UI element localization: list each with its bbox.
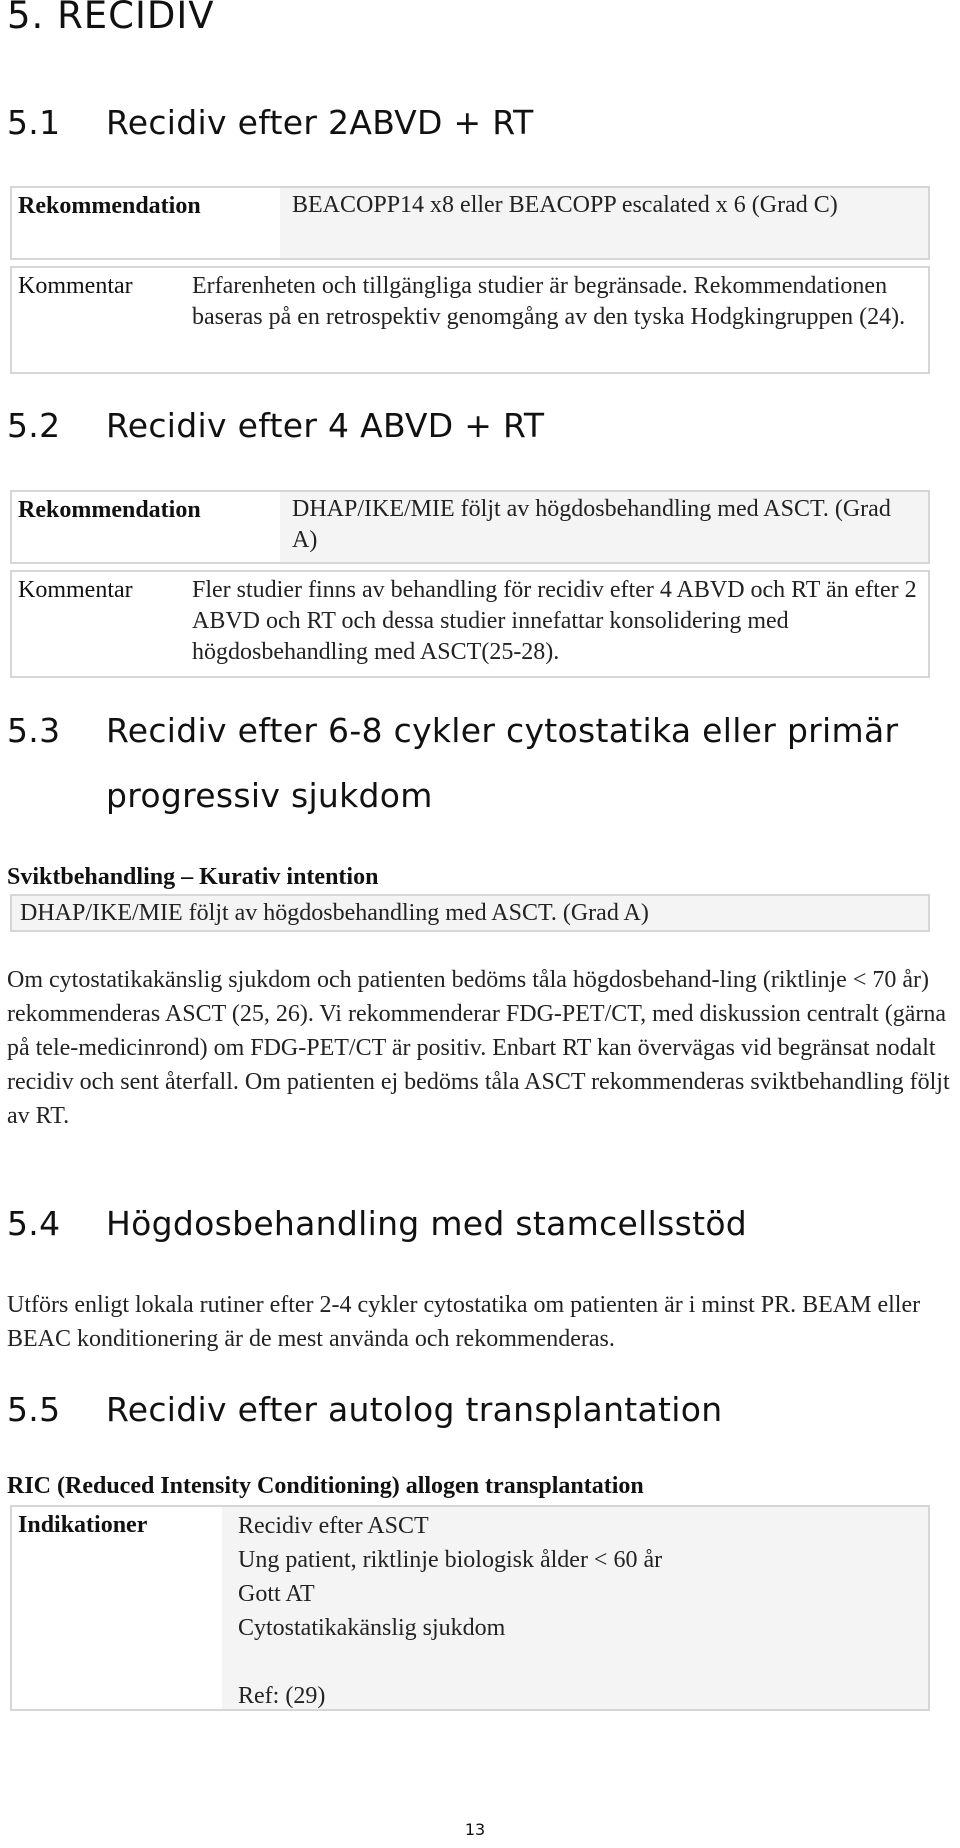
section-heading-5-4 xyxy=(7,1204,747,1243)
section-title: Recidiv efter autolog transplantation xyxy=(106,1390,723,1429)
indication-item: Gott AT xyxy=(238,1581,315,1607)
section-number: 5.1 xyxy=(7,103,61,142)
section-heading-5-3 xyxy=(7,711,898,750)
comment-label: Kommentar xyxy=(18,577,133,603)
section-title: Recidiv efter 4 ABVD + RT xyxy=(106,406,545,445)
treatment-text: DHAP/IKE/MIE följt av högdosbehandling med ASCT. (Grad A) xyxy=(12,896,928,930)
section-title: Recidiv efter 6-8 cykler cytostatika eller primär xyxy=(106,711,899,750)
section-heading-5-2 xyxy=(7,406,544,445)
sub-heading: Sviktbehandling – Kurativ intention xyxy=(7,864,379,890)
page-number: 13 xyxy=(464,1820,486,1839)
treatment-box xyxy=(10,894,930,932)
recommendation-box xyxy=(10,186,930,260)
section-title: Recidiv efter 2ABVD + RT xyxy=(106,103,534,142)
indication-item: Ung patient, riktlinje biologisk ålder < 60 år xyxy=(238,1547,663,1573)
comment-value: Erfarenheten och tillgängliga studier är begränsade. Rekommendationen baseras på en retrospektiv genomgång av den tyska Hodgkingruppen (24). xyxy=(192,273,906,330)
chapter-title: 5. RECIDIV xyxy=(7,0,215,37)
comment-label: Kommentar xyxy=(18,273,133,299)
recommendation-label: Rekommendation xyxy=(18,193,201,219)
indication-label: Indikationer xyxy=(18,1512,148,1538)
section-heading-5-5 xyxy=(7,1390,722,1429)
recommendation-label: Rekommendation xyxy=(18,497,201,523)
indication-box xyxy=(10,1505,930,1711)
indication-list xyxy=(222,1507,928,1709)
reference: Ref: (29) xyxy=(238,1683,326,1709)
section-title-continued: progressiv sjukdom xyxy=(106,776,433,815)
paragraph: Om cytostatikakänslig sjukdom och patienten bedöms tåla högdosbehand-ling (riktlinje < 70 år) rekommenderas ASCT (25, 26). Vi rekommenderar FDG-PET/CT, med diskussion centralt (gärna på tele-medicinrond) om FDG-PET/CT är positiv. Enbart RT kan övervägas vid begränsat nodalt recidiv och sent återfall. Om patienten ej bedöms tåla ASCT rekommenderas sviktbehandling följt av RT. xyxy=(7,967,950,1129)
sub-heading: RIC (Reduced Intensity Conditioning) allogen transplantation xyxy=(7,1473,644,1499)
section-heading-5-1 xyxy=(7,103,534,142)
recommendation-box xyxy=(10,490,930,564)
section-number: 5.3 xyxy=(7,711,61,750)
recommendation-value: DHAP/IKE/MIE följt av högdosbehandling med ASCT. (Grad A) xyxy=(280,492,928,562)
indication-item: Cytostatikakänslig sjukdom xyxy=(238,1615,506,1641)
comment-value: Fler studier finns av behandling för recidiv efter 4 ABVD och RT än efter 2 ABVD och RT och dessa studier innefattar konsolidering med högdosbehandling med ASCT(25-28). xyxy=(192,577,917,665)
indication-item: Recidiv efter ASCT xyxy=(238,1513,429,1539)
section-title: Högdosbehandling med stamcellsstöd xyxy=(106,1204,748,1243)
section-number: 5.4 xyxy=(7,1204,61,1243)
section-number: 5.2 xyxy=(7,406,61,445)
comment-box xyxy=(10,266,930,374)
recommendation-value: BEACOPP14 x8 eller BEACOPP escalated x 6 (Grad C) xyxy=(280,188,928,258)
comment-box xyxy=(10,570,930,678)
section-number: 5.5 xyxy=(7,1390,61,1429)
paragraph: Utförs enligt lokala rutiner efter 2-4 cykler cytostatika om patienten är i minst PR. BEAM eller BEAC konditionering är de mest använda och rekommenderas. xyxy=(7,1292,921,1352)
